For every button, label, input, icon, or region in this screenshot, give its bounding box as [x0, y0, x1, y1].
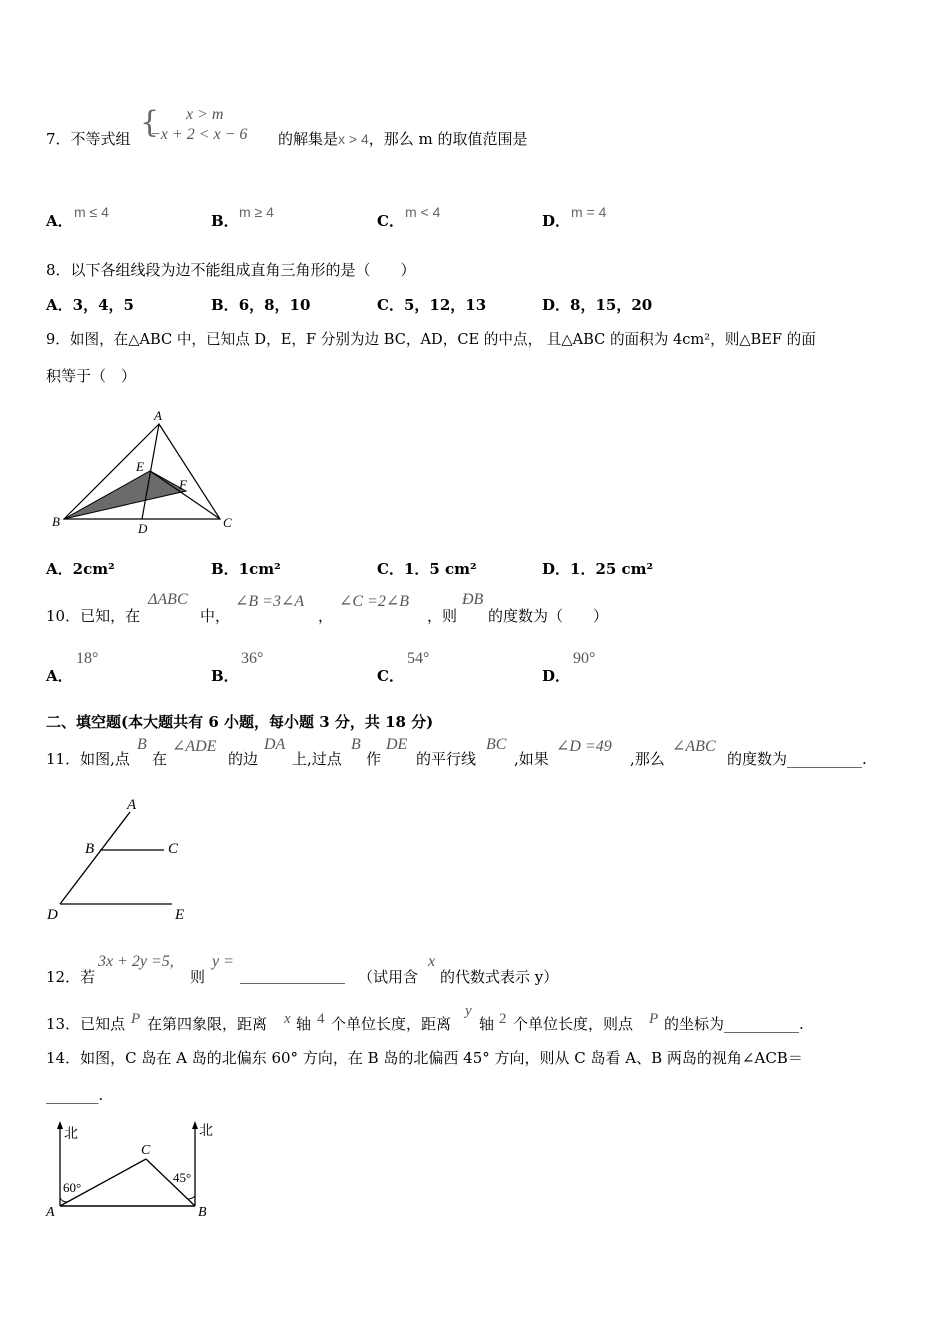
q10-option-b-label: B． — [211, 667, 239, 685]
q10-option-c-label: C． — [377, 667, 404, 685]
q10-tail: 的度数为（ ） — [488, 607, 609, 625]
q11-angle: ∠ADE — [172, 738, 217, 755]
q13-p1: 13．已知点 — [46, 1015, 126, 1033]
section-2-heading: 二、填空题(本大题共有 6 小题，每小题 3 分，共 18 分) — [46, 713, 434, 731]
q7-option-c-label: C． — [377, 212, 404, 230]
q13-p5: 轴 — [479, 1015, 495, 1033]
q7-option-a-value: m ≤ 4 — [74, 204, 109, 220]
q10-condition-2: ∠C =2∠B — [339, 593, 410, 610]
q7-solution: x > 4 — [338, 131, 369, 147]
q14-arc-b — [188, 1196, 195, 1199]
q12-p2: 则 — [190, 968, 206, 986]
q7-option-b-label: B． — [211, 212, 239, 230]
q7-system-line2: −x + 2 < x − 6 — [150, 126, 248, 143]
q9-label-d: D — [138, 521, 148, 536]
q13-p6: 个单位长度，则点 — [513, 1015, 634, 1033]
q11-p6: 的平行线 — [416, 750, 477, 768]
q14-stem-line2: _______. — [46, 1086, 104, 1104]
q11-line-da — [60, 812, 130, 904]
q9-option-c: C．1．5 cm² — [377, 560, 477, 578]
q12-p4: 的代数式表示 y） — [440, 968, 559, 986]
q10-option-a-label: A． — [46, 667, 73, 685]
q11-label-a: A — [127, 797, 137, 813]
q11-parallel-figure — [42, 792, 202, 927]
q11-p3: 的边 — [228, 750, 259, 768]
q10-target: ÐB — [462, 591, 484, 608]
q13-p4: 个单位长度，距离 — [331, 1015, 452, 1033]
q10-ze: ，则 — [427, 607, 458, 625]
q11-b2: B — [351, 736, 361, 753]
q10-option-d-label: D． — [542, 667, 571, 685]
q14-label-a: A — [46, 1205, 55, 1220]
q10-zhong: 中， — [200, 607, 231, 625]
q9-stem-line1: 9．如图，在△ABC 中，已知点 D，E，F 分别为边 BC，AD，CE 的中点， 且△ABC 的面积为 4cm²，则△BEF 的面 — [46, 331, 816, 348]
q12-x: x — [428, 953, 436, 970]
q13-p: P — [131, 1011, 141, 1027]
q13-p7: 的坐标为__________. — [664, 1015, 804, 1033]
q9-triangle-figure — [44, 402, 244, 542]
q9-label-a: A — [154, 408, 162, 423]
q10-triangle: ΔABC — [148, 591, 188, 608]
q7-mid: 的解集是 — [278, 130, 339, 148]
q13-p2: 在第四象限，距离 — [147, 1015, 268, 1033]
q11-bc: BC — [486, 736, 507, 753]
q14-stem-line1: 14．如图，C 岛在 A 岛的北偏东 60° 方向，在 B 岛的北偏西 45° 方向，则从 C 岛看 A、B 两岛的视角∠ACB＝ — [46, 1049, 803, 1067]
q11-de: DE — [386, 736, 408, 753]
q9-option-b: B．1cm² — [211, 560, 281, 578]
q11-p7: ,如果 — [514, 750, 549, 768]
q7-system-brace: { — [140, 105, 160, 140]
q14-angle-60: 60° — [63, 1180, 82, 1195]
q11-p4: 上,过点 — [292, 750, 342, 768]
q7-tail: ，那么 m 的取值范围是 — [368, 130, 528, 148]
q8-option-d: D．8，15，20 — [542, 296, 653, 314]
q11-label-c: C — [168, 841, 179, 857]
q12-blank: ______________ — [240, 966, 345, 984]
q7-stem-rest — [278, 128, 528, 149]
q11-p5: 作 — [366, 750, 382, 768]
q8-stem: 8．以下各组线段为边不能组成直角三角形的是（ ） — [46, 261, 416, 279]
q7-option-d-value: m = 4 — [571, 204, 607, 220]
q13-n4: 4 — [317, 1011, 325, 1027]
q9-stem-line2: 积等于（ ） — [46, 367, 137, 385]
q7-option-a-label: A． — [46, 212, 73, 230]
q7-option-d-label: D． — [542, 212, 571, 230]
q9-shaded-triangle-bef — [64, 471, 186, 519]
q14-label-b: B — [198, 1205, 207, 1220]
q11-label-d: D — [47, 907, 58, 923]
q10-option-a-value: 18° — [76, 650, 99, 667]
q11-ask: ∠ABC — [672, 738, 716, 755]
q11-p8: ,那么 — [630, 750, 665, 768]
q7-option-c-value: m < 4 — [405, 204, 441, 220]
q14-label-c: C — [141, 1143, 151, 1158]
q11-p9: 的度数为__________. — [727, 750, 867, 768]
q12-equation: 3x + 2y =5, — [98, 953, 174, 970]
q8-option-a: A．3，4，5 — [46, 296, 134, 314]
q10-condition-1: ∠B =3∠A — [235, 593, 305, 610]
q11-label-e: E — [175, 907, 185, 923]
q8-option-b: B．6，8，10 — [211, 296, 311, 314]
q13-n2: 2 — [499, 1011, 507, 1027]
q13-x: x — [284, 1011, 291, 1027]
q10-option-d-value: 90° — [573, 650, 596, 667]
q9-label-b: B — [52, 514, 60, 529]
q14-label-north-1: 北 — [64, 1126, 78, 1142]
q14-north-arrow-a — [57, 1121, 63, 1129]
q12-y: y = — [212, 953, 234, 970]
q9-label-e: E — [136, 459, 144, 474]
q14-north-arrow-b — [192, 1121, 198, 1129]
q9-label-f: F — [179, 477, 187, 492]
q13-p3: 轴 — [296, 1015, 312, 1033]
q10-option-b-value: 36° — [241, 650, 264, 667]
q14-arc-a — [60, 1198, 67, 1202]
q14-label-north-2: 北 — [199, 1123, 213, 1139]
q11-da: DA — [264, 736, 286, 753]
q11-b: B — [137, 736, 147, 753]
q7-system-line1: x > m — [186, 106, 224, 123]
q11-condition: ∠D =49 — [556, 738, 612, 755]
q10-comma: ， — [318, 607, 334, 625]
q13-y: y — [465, 1003, 472, 1019]
q11-label-b: B — [85, 841, 95, 857]
q13-p2-symbol: P — [649, 1011, 659, 1027]
q9-label-c: C — [223, 515, 232, 530]
q14-bearing-figure — [42, 1118, 232, 1223]
q7-lead: 不等式组 — [70, 130, 131, 148]
q8-option-c: C．5，12，13 — [377, 296, 487, 314]
q7-number: 7． — [46, 130, 71, 148]
q12-p3: （试用含 — [358, 968, 419, 986]
q12-p1: 12．若 — [46, 968, 96, 986]
q11-p1: 11．如图,点 — [46, 750, 130, 768]
q14-angle-45: 45° — [173, 1170, 192, 1185]
q7-option-b-value: m ≥ 4 — [239, 204, 274, 220]
q7-stem — [46, 128, 131, 149]
q9-option-d: D．1．25 cm² — [542, 560, 654, 578]
q10-number: 10．已知，在 — [46, 607, 141, 625]
q9-option-a: A．2cm² — [46, 560, 115, 578]
q11-p2: 在 — [152, 750, 168, 768]
q10-option-c-value: 54° — [407, 650, 430, 667]
